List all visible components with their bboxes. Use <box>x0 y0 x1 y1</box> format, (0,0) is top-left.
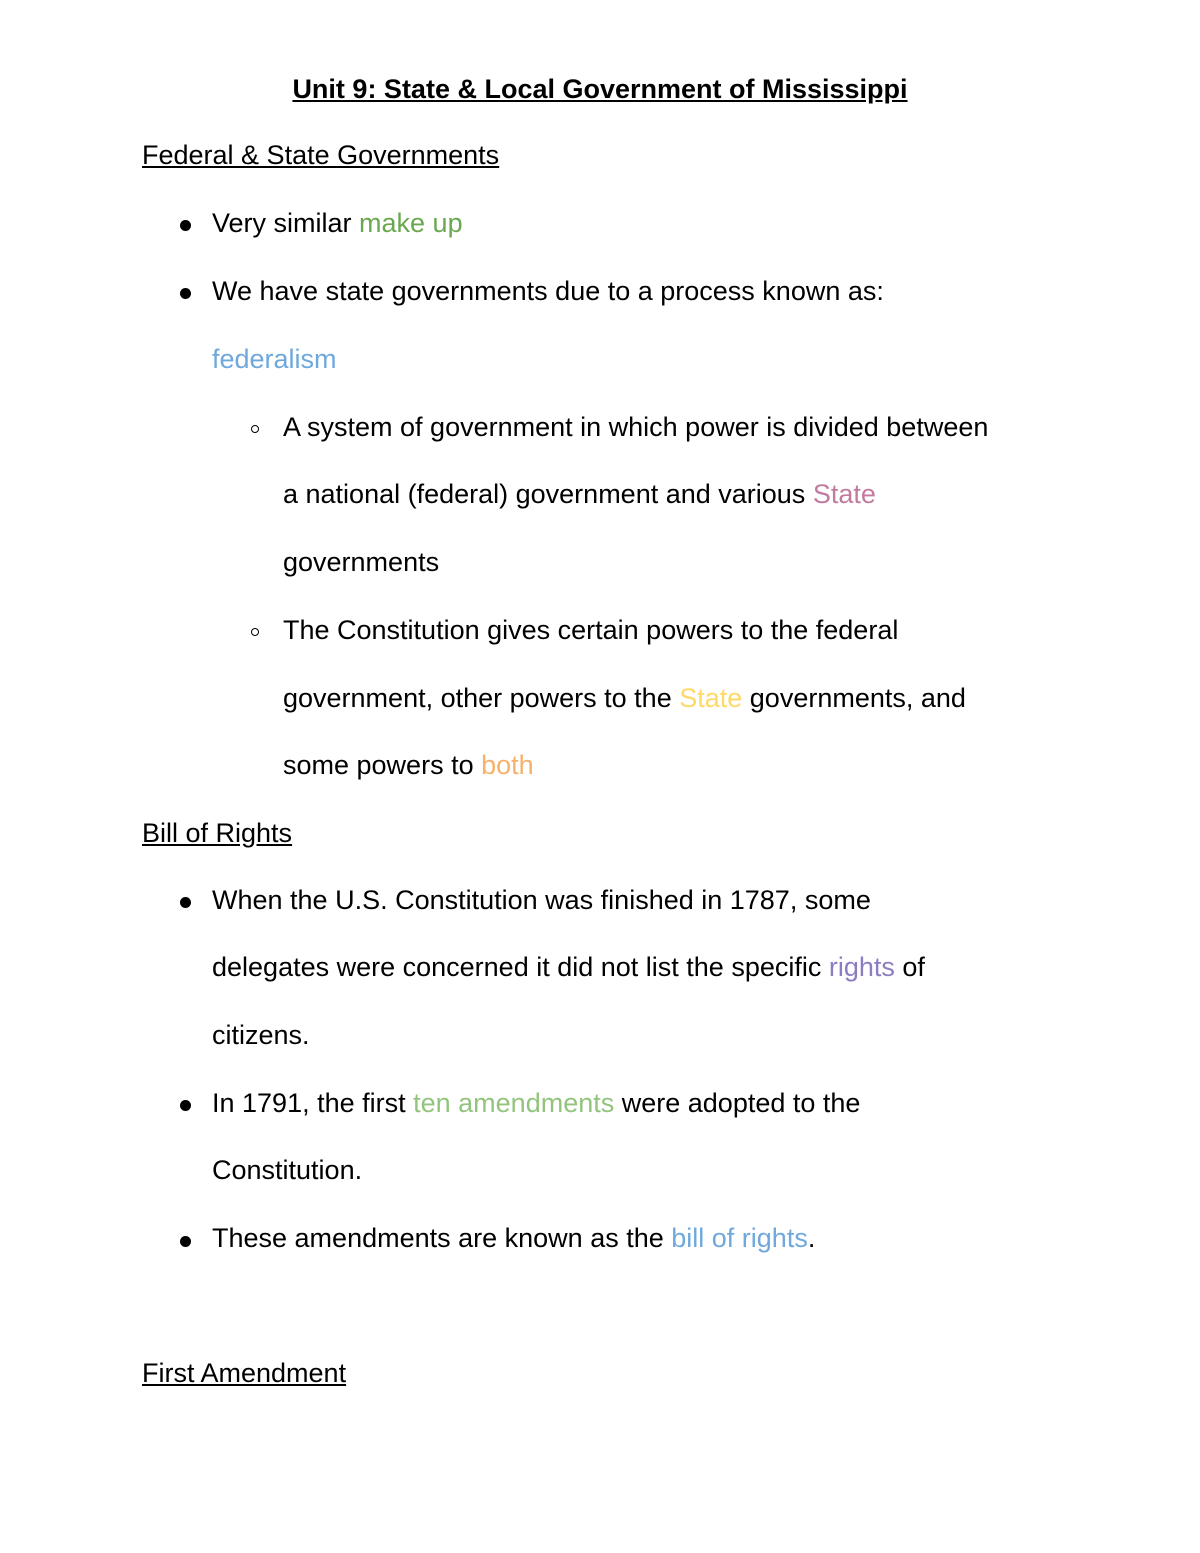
bullet-text: citizens. <box>212 1020 310 1050</box>
text-run: Very similar <box>212 208 360 238</box>
text-run: These amendments are known as the <box>212 1223 672 1253</box>
bullet-disc-icon <box>180 1236 191 1247</box>
highlight-text: bill of rights <box>671 1223 808 1253</box>
sub-bullet-text <box>283 681 966 715</box>
sub-bullet-text <box>283 477 876 511</box>
highlight-text: make up <box>359 208 463 238</box>
highlight-text: both <box>481 750 534 780</box>
bullet-text: When the U.S. Constitution was finished in 1787, some <box>212 885 871 915</box>
bullet-text <box>212 1086 860 1120</box>
sub-bullet-text: A system of government in which power is divided between <box>283 412 989 442</box>
text-run: government, other powers to the <box>283 683 680 713</box>
text-run: were adopted to the <box>614 1088 861 1118</box>
highlight-text: federalism <box>212 344 337 374</box>
highlight-text: State <box>679 683 743 713</box>
bullet-disc-icon <box>180 1100 191 1111</box>
bullet-disc-icon <box>180 897 191 908</box>
highlight-text: State <box>812 479 876 509</box>
bullet-circle-icon <box>251 425 259 433</box>
bullet-text <box>212 1221 815 1255</box>
text-run: . <box>807 1223 816 1253</box>
bullet-text: We have state governments due to a process known as: <box>212 276 884 306</box>
text-run: delegates were concerned it did not list the specific <box>212 952 829 982</box>
text-run: of <box>894 952 925 982</box>
text-run: a national (federal) government and various <box>283 479 813 509</box>
sub-bullet-text: governments <box>283 547 440 577</box>
bullet-disc-icon <box>180 220 191 231</box>
bullet-text <box>212 206 463 240</box>
section-heading-first-amendment: First Amendment <box>142 1358 347 1388</box>
text-run: some powers to <box>283 750 482 780</box>
sub-bullet-text <box>283 748 534 782</box>
bullet-text <box>212 950 925 984</box>
sub-bullet-text: The Constitution gives certain powers to the federal <box>283 615 899 645</box>
bullet-circle-icon <box>251 628 259 636</box>
text-run: In 1791, the first <box>212 1088 414 1118</box>
page-title: Unit 9: State & Local Government of Mississippi <box>292 74 908 104</box>
bullet-disc-icon <box>180 288 191 299</box>
bullet-text: Constitution. <box>212 1155 363 1185</box>
highlight-text: rights <box>828 952 895 982</box>
section-heading-bill-of-rights: Bill of Rights <box>142 818 293 848</box>
text-run: governments, and <box>742 683 966 713</box>
highlight-text: ten amendments <box>413 1088 615 1118</box>
section-heading-federal-state: Federal & State Governments <box>142 140 500 170</box>
